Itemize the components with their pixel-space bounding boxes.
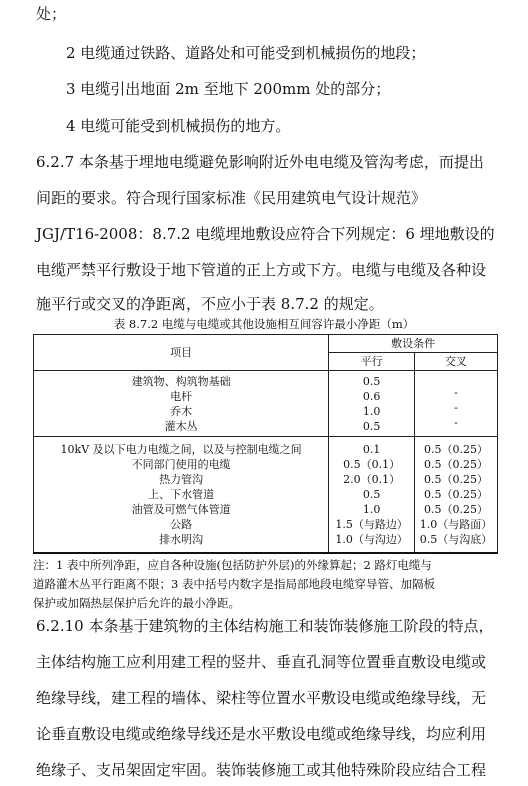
table-cell: 0.5 bbox=[362, 487, 381, 501]
table-cell: 0.5（0.1） bbox=[343, 457, 401, 471]
clearance-table bbox=[33, 334, 498, 554]
text-line: 4 电缆可能受到机械损伤的地方。 bbox=[66, 117, 291, 135]
table-cell: 公路 bbox=[170, 517, 193, 531]
text-line: 处； bbox=[36, 5, 67, 23]
table-cell: 0.6 bbox=[362, 389, 381, 403]
table-cell: 1.0 bbox=[362, 502, 381, 516]
table-note-line: 道路灌木丛平行距离不限；3 表中括号内数字是指局部地段电缆穿导管、加隔板 bbox=[33, 577, 435, 591]
table-cell: 2.0（0.1） bbox=[343, 472, 401, 486]
header-condition: 敷设条件 bbox=[329, 335, 498, 353]
table-cell: 排水明沟 bbox=[159, 532, 204, 546]
table-cell: 0.5（0.25） bbox=[424, 502, 489, 516]
table-cell: 1.0（与路面） bbox=[419, 517, 493, 531]
table-cell: 0.5 bbox=[362, 419, 381, 433]
table-cell: 0.5 bbox=[362, 374, 381, 388]
text-line: 电缆严禁平行敷设于地下管道的正上方或下方。电缆与电缆及各种设 bbox=[36, 261, 487, 279]
text-line: 3 电缆引出地面 2m 至地下 200mm 处的部分； bbox=[66, 80, 391, 98]
table-caption: 表 8.7.2 电缆与电缆或其他设施相互间容许最小净距（m） bbox=[113, 317, 415, 331]
group2-items bbox=[34, 437, 329, 553]
header-cross: 交叉 bbox=[415, 353, 498, 371]
table-cell: 10kV 及以下电力电缆之间，以及与控制电缆之间 bbox=[60, 442, 302, 456]
table-cell: 0.5（0.25） bbox=[424, 487, 489, 501]
header-item: 项目 bbox=[34, 335, 329, 371]
text-line: 2 电缆通过铁路、道路处和可能受到机械损伤的地段； bbox=[66, 44, 426, 62]
table-note-line: 保护或加隔热层保护后允许的最小净距。 bbox=[33, 596, 240, 610]
table-cell: 乔木 bbox=[170, 404, 193, 418]
header-parallel: 平行 bbox=[329, 353, 415, 371]
table-cell: 建筑物、构筑物基础 bbox=[131, 374, 231, 388]
group2-cross bbox=[415, 437, 498, 553]
text-line: 论垂直敷设电缆或绝缘导线还是水平敷设电缆或绝缘导线，均应利用 bbox=[36, 725, 487, 743]
text-line: 6.2.10 本条基于建筑物的主体结构施工和装饰装修施工阶段的特点， bbox=[36, 617, 494, 635]
table-cell: 热力管沟 bbox=[159, 472, 204, 486]
table-cell: 上、下水管道 bbox=[148, 487, 215, 501]
table-cell: 1.5（与路边） bbox=[335, 517, 408, 531]
text-line: 施平行或交叉的净距离，不应小于表 8.7.2 的规定。 bbox=[36, 295, 384, 313]
table-cell: - bbox=[454, 401, 458, 414]
table-cell: 1.0 bbox=[362, 404, 381, 418]
text-line: 主体结构施工应利用建工程的竖井、垂直孔洞等位置垂直敷设电缆或 bbox=[36, 653, 487, 671]
group1-parallel bbox=[329, 371, 415, 437]
text-line: 间距的要求。符合现行国家标准《民用建筑电气设计规范》 bbox=[36, 189, 427, 207]
text-line: 绝缘子、支吊架固定牢固。装饰装修施工或其他特殊阶段应结合工程 bbox=[36, 761, 487, 779]
table-cell: 0.5（0.25） bbox=[424, 472, 489, 486]
text-line: JGJ/T16-2008：8.7.2 电缆埋地敷设应符合下列规定：6 埋地敷设的 bbox=[36, 225, 495, 243]
table-cell: 不同部门使用的电缆 bbox=[131, 457, 231, 471]
text-line: 绝缘导线，建工程的墙体、梁柱等位置水平敷设电缆或绝缘导线，无 bbox=[36, 689, 487, 707]
table-cell: - bbox=[454, 386, 458, 399]
table-cell: 0.5（0.25） bbox=[424, 457, 489, 471]
group2-parallel bbox=[329, 437, 415, 553]
table-note-line: 注：1 表中所列净距，应自各种设施(包括防护外层)的外缘算起；2 路灯电缆与 bbox=[33, 558, 432, 572]
table-cell: 1.0（与沟边） bbox=[335, 532, 408, 546]
text-line: 6.2.7 本条基于埋地电缆避免影响附近外电电缆及管沟考虑，而提出 bbox=[36, 153, 484, 171]
group1-cross bbox=[415, 371, 498, 437]
table-cell: 电杆 bbox=[170, 389, 193, 403]
table-cell: 0.1 bbox=[362, 442, 381, 456]
table-cell: 灌木丛 bbox=[164, 419, 198, 433]
table-cell: 油管及可燃气体管道 bbox=[131, 502, 231, 516]
group1-items bbox=[34, 371, 329, 437]
table-cell: 0.5（0.25） bbox=[424, 442, 489, 456]
table-cell: - bbox=[454, 416, 458, 429]
table-cell: 0.5（与沟底） bbox=[419, 532, 493, 546]
